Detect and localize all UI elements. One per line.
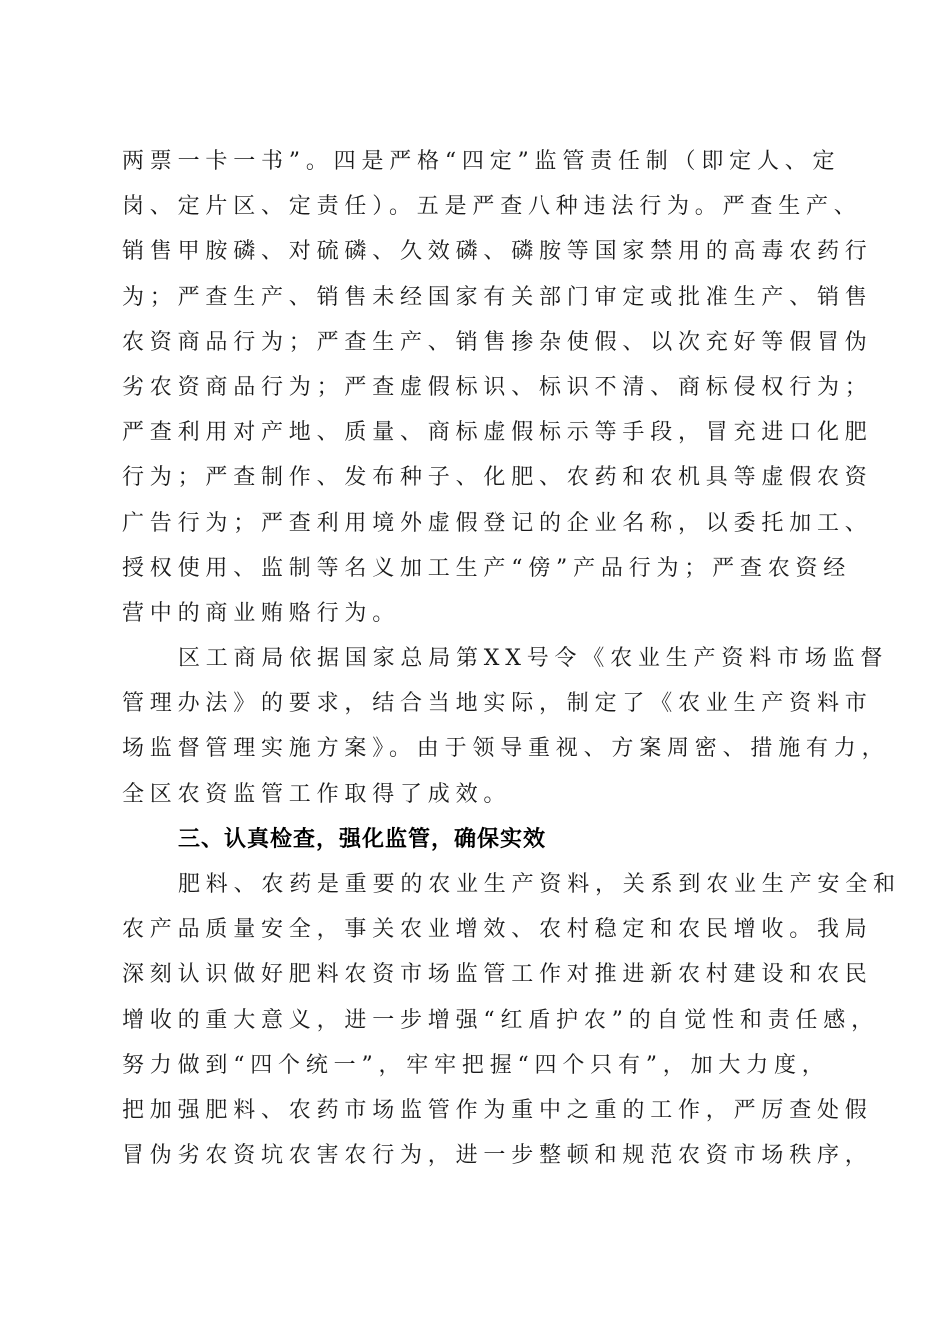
paragraph-enforcement-items (122, 143, 873, 640)
text-line: 冒伪劣农资坑农害农行为，进一步整顿和规范农资市场秩序， (122, 1143, 873, 1169)
text-line: 严查利用对产地、质量、商标虚假标示等手段，冒充进口化肥 (122, 420, 873, 446)
text-line: 为；严查生产、销售未经国家有关部门审定或批准生产、销售 (122, 284, 873, 310)
text-line: 管理办法》的要求，结合当地实际，制定了《农业生产资料市 (122, 691, 873, 717)
text-line: 把加强肥料、农药市场监管作为重中之重的工作，严厉查处假 (122, 1097, 873, 1123)
text-line: 场监督管理实施方案》。由于领导重视、方案周密、措施有力， (122, 736, 890, 762)
text-line: 增收的重大意义，进一步增强“红盾护农”的自觉性和责任感， (122, 1007, 879, 1033)
text-line: 广告行为；严查利用境外虚假登记的企业名称，以委托加工、 (122, 510, 873, 536)
text-line: 劣农资商品行为；严查虚假标识、标识不清、商标侵权行为； (122, 374, 873, 400)
paragraph-implementation-plan (122, 640, 890, 821)
text-line: 农产品质量安全，事关农业增效、农村稳定和农民增收。我局 (122, 917, 873, 943)
text-line: 努力做到“四个统一”，牢牢把握“四个只有”，加大力度， (122, 1052, 830, 1078)
paragraph-fertilizer-pesticide (122, 866, 901, 1182)
section-heading: 三、认真检查，强化监管，确保实效 (178, 826, 547, 852)
document-page (122, 143, 901, 1182)
text-line: 两票一卡一书”。四是严格“四定”监管责任制（即定人、定 (122, 149, 841, 174)
text-line-indented: 肥料、农药是重要的农业生产资料，关系到农业生产安全和 (178, 872, 901, 897)
text-line-indented: 区工商局依据国家总局第XX号令《农业生产资料市场监督 (178, 646, 889, 672)
text-line: 深刻认识做好肥料农资市场监管工作对推进新农村建设和农民 (122, 962, 873, 988)
text-line: 全区农资监管工作取得了成效。 (122, 781, 512, 807)
text-line: 行为；严查制作、发布种子、化肥、农药和农机具等虚假农资 (122, 465, 873, 491)
text-line: 营中的商业贿赂行为。 (122, 600, 401, 626)
text-line: 授权使用、监制等名义加工生产“傍”产品行为；严查农资经 (122, 555, 852, 581)
text-line: 农资商品行为；严查生产、销售掺杂使假、以次充好等假冒伪 (122, 329, 873, 355)
text-line: 岗、定片区、定责任）。五是严查八种违法行为。严查生产、 (122, 194, 862, 220)
text-line: 销售甲胺磷、对硫磷、久效磷、磷胺等国家禁用的高毒农药行 (122, 239, 873, 265)
